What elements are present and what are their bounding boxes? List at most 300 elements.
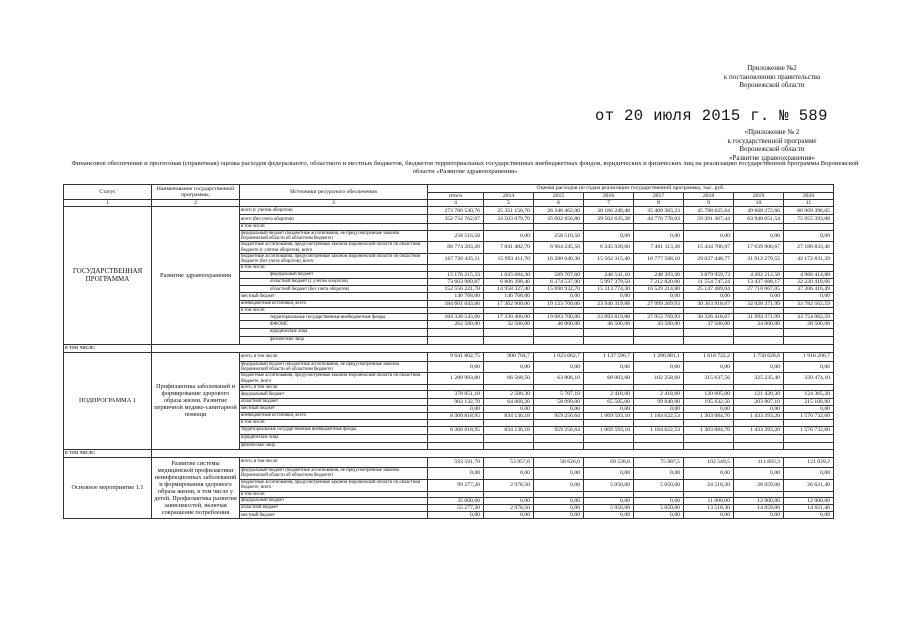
appendix-line: «Приложение № 2 xyxy=(744,128,800,136)
amount-cell: 121 039,2 xyxy=(784,457,834,467)
amount-cell: 12 000,00 xyxy=(784,497,834,504)
amount-cell: 75 955 393,88 xyxy=(784,215,834,224)
amount-cell: 1 758 628,6 xyxy=(734,352,784,361)
amount-cell xyxy=(584,328,634,336)
amount-cell: 102 549,5 xyxy=(684,457,734,467)
amount-cell: 339 474,10 xyxy=(784,373,834,385)
amount-cell: 15 562 315,40 xyxy=(584,253,634,265)
amount-cell: 5 050,00 xyxy=(634,505,684,512)
amount-cell xyxy=(784,442,834,449)
amount-cell: 273 780 530,76 xyxy=(428,207,484,215)
amount-cell: 59 391 367,44 xyxy=(684,215,734,224)
amount-cell: 0,00 xyxy=(584,293,634,300)
funding-source: всего (без учета оборотов) xyxy=(240,215,428,224)
funding-source: юридические лица xyxy=(240,434,428,442)
amount-cell: 63 806,10 xyxy=(534,373,584,385)
amount-cell: 2 978,50 xyxy=(484,505,534,512)
amount-cell: 13 518,30 xyxy=(684,505,734,512)
amount-cell: 0,00 xyxy=(634,361,684,373)
column-index: 10 xyxy=(734,200,784,207)
amount-cell: 11 000,00 xyxy=(684,497,734,504)
amount-cell: 39 502 635,28 xyxy=(584,215,634,224)
amount-cell: 0,00 xyxy=(734,230,784,242)
header-year: итого xyxy=(428,193,484,200)
funding-source: территориальные государственные внебюджетные фонды xyxy=(240,314,428,321)
column-index: 11 xyxy=(784,200,834,207)
row-program-name: Развитие системы медицинской профилактики неинфекционных заболеваний и формирования здорового образа жизни, в том числе у детей. Профилактика развития зависимостей, включая сокращение потребления xyxy=(152,457,240,519)
amount-cell: 75 987,5 xyxy=(634,457,684,467)
amount-cell: 14 621,40 xyxy=(784,505,834,512)
header-status: Статус xyxy=(64,185,152,200)
amount-cell: 0,00 xyxy=(584,230,634,242)
amount-cell: 9 641 802,75 xyxy=(428,352,484,361)
row-program-name: Профилактика заболеваний и формирование здорового образа жизни. Развитие первичной медико-санитарной помощи xyxy=(152,352,240,449)
amount-cell: 0,00 xyxy=(634,230,684,242)
amount-cell: 900 704,7 xyxy=(484,352,534,361)
funding-source: внебюджетные источники, всего xyxy=(240,413,428,420)
amount-cell: 378 851,10 xyxy=(428,391,484,398)
amount-cell: 352 732 762,67 xyxy=(428,215,484,224)
amount-cell xyxy=(534,336,584,344)
amount-cell xyxy=(784,328,834,336)
amount-cell: 66 568,50 xyxy=(484,373,534,385)
funding-source: внебюджетные источники, всего xyxy=(240,300,428,307)
amount-cell xyxy=(734,336,784,344)
header-source: Источники ресурсного обеспечения xyxy=(240,185,428,200)
amount-cell: 0,00 xyxy=(784,405,834,412)
section-label: в том числе: xyxy=(64,344,152,352)
amount-cell xyxy=(584,442,634,449)
amount-cell: 0,00 xyxy=(734,361,784,373)
amount-cell: 834 136,18 xyxy=(484,426,534,434)
amount-cell: 184 338 543,06 xyxy=(428,314,484,321)
amount-cell: 0,00 xyxy=(684,230,734,242)
amount-cell: 45 798 625,64 xyxy=(684,207,734,215)
row-status: ГОСУДАРСТВЕННАЯ ПРОГРАММА xyxy=(64,207,152,344)
amount-cell: 0,00 xyxy=(428,512,484,519)
amount-cell: 0,00 xyxy=(784,361,834,373)
amount-cell xyxy=(428,442,484,449)
amount-cell: 15 690 932,70 xyxy=(534,286,584,293)
amount-cell: 1 137 596,7 xyxy=(584,352,634,361)
amount-cell: 124 365,20 xyxy=(784,391,834,398)
amount-cell: 0,00 xyxy=(534,497,584,504)
amount-cell: 30 186 240,48 xyxy=(584,207,634,215)
amount-cell: 262 500,00 xyxy=(428,321,484,328)
amount-cell: 167 726 435,11 xyxy=(428,253,484,265)
section-label: в том числе: xyxy=(64,449,152,457)
amount-cell: 0,00 xyxy=(428,467,484,479)
amount-cell: 99 840,00 xyxy=(634,398,684,405)
header-year: 2016 xyxy=(584,193,634,200)
amount-cell: 0,00 xyxy=(784,293,834,300)
amount-cell: 0,00 xyxy=(634,497,684,504)
amount-cell: 28 500,00 xyxy=(784,321,834,328)
amount-cell: 152 556 221,78 xyxy=(428,286,484,293)
amount-cell xyxy=(484,434,534,442)
amount-cell: 0,00 xyxy=(584,512,634,519)
amount-cell: 5 050,00 xyxy=(584,479,634,491)
appendix-line: Воронежской области xyxy=(739,145,805,154)
amount-cell: 902 132,70 xyxy=(428,398,484,405)
amount-cell: 0,00 xyxy=(534,293,584,300)
table-row xyxy=(64,352,834,361)
amount-cell xyxy=(584,434,634,442)
amount-cell: 593 591,70 xyxy=(428,457,484,467)
amount-cell: 1 023 062,7 xyxy=(534,352,584,361)
amount-cell xyxy=(784,336,834,344)
amount-cell: 15 313 774,30 xyxy=(584,286,634,293)
amount-cell: 58 626,0 xyxy=(534,457,584,467)
section-row xyxy=(64,449,834,457)
amount-cell xyxy=(484,328,534,336)
financing-table xyxy=(63,184,834,519)
funding-source: областной бюджет xyxy=(240,398,428,405)
appendix-line: Приложение №2 xyxy=(747,64,797,72)
amount-cell: 1 069 593,10 xyxy=(584,426,634,434)
amount-cell xyxy=(684,442,734,449)
amount-cell xyxy=(734,434,784,442)
amount-cell: 55 277,20 xyxy=(428,505,484,512)
amount-cell: 146 768,00 xyxy=(484,293,534,300)
amount-cell: 24 518,30 xyxy=(684,479,734,491)
amount-cell: 248 541,10 xyxy=(584,271,634,278)
funding-source: местный бюджет xyxy=(240,405,428,412)
amount-cell: 53 957,6 xyxy=(484,457,534,467)
amount-cell: 26 346 462,00 xyxy=(534,207,584,215)
amount-cell: 26 059,00 xyxy=(734,479,784,491)
appendix-line: к постановлению правительства xyxy=(723,72,821,81)
amount-cell xyxy=(428,328,484,336)
header-name: Наименование государственной программы, xyxy=(152,185,240,200)
funding-source: бюджетные ассигнования, предусмотренные законом Воронежской области об областном бюджете (без учета оборотов), всего xyxy=(240,253,428,265)
amount-cell: 0,00 xyxy=(634,467,684,479)
amount-cell: 184 601 043,06 xyxy=(428,300,484,307)
amount-cell xyxy=(428,434,484,442)
amount-cell: 11 554 747,24 xyxy=(684,278,734,285)
amount-cell xyxy=(534,442,584,449)
amount-cell: 315 637,56 xyxy=(684,373,734,385)
amount-cell: 0,00 xyxy=(534,467,584,479)
amount-cell xyxy=(634,336,684,344)
amount-cell: 35 602 856,80 xyxy=(534,215,584,224)
funding-source: юридические лица xyxy=(240,328,428,336)
amount-cell: 5 050,00 xyxy=(634,479,684,491)
amount-cell: 30 363 918,67 xyxy=(684,300,734,307)
amount-cell xyxy=(634,328,684,336)
amount-cell: 5 707,10 xyxy=(534,391,584,398)
amount-cell: 6 964 245,50 xyxy=(534,242,584,254)
amount-cell xyxy=(534,434,584,442)
amount-cell: 19 123 700,00 xyxy=(534,300,584,307)
amount-cell: 0,00 xyxy=(734,293,784,300)
amount-cell: 60 969 396,05 xyxy=(784,207,834,215)
amount-cell: 14 958 327,40 xyxy=(484,286,534,293)
amount-cell: 34 000,00 xyxy=(734,321,784,328)
amount-cell: 1 916 206,7 xyxy=(784,352,834,361)
column-index: 2 xyxy=(152,200,240,207)
amount-cell xyxy=(684,434,734,442)
amount-cell: 6 374 537,90 xyxy=(534,278,584,285)
amount-cell xyxy=(484,336,534,344)
amount-cell: 1 280 983,80 xyxy=(428,373,484,385)
amount-cell: 30 326 418,67 xyxy=(684,314,734,321)
amount-cell: 0,00 xyxy=(534,361,584,373)
amount-cell xyxy=(584,336,634,344)
amount-cell: 26 621,40 xyxy=(784,479,834,491)
appendix-header-2 xyxy=(697,128,847,162)
funding-source: ФФОМС xyxy=(240,321,428,328)
amount-cell: 146 768,00 xyxy=(428,293,484,300)
amount-cell: 44 776 778,03 xyxy=(634,215,684,224)
amount-cell: 0,00 xyxy=(634,512,684,519)
amount-cell: 15 176 215,33 xyxy=(428,271,484,278)
amount-cell: 31 994 371,99 xyxy=(734,314,784,321)
amount-cell: 1 035 084,30 xyxy=(484,271,534,278)
amount-cell: 0,00 xyxy=(584,497,634,504)
header-year: 2019 xyxy=(734,193,784,200)
funding-source: территориальные государственные внебюджетные фонды xyxy=(240,426,428,434)
amount-cell: 0,00 xyxy=(484,512,534,519)
amount-cell: 1 286 881,1 xyxy=(634,352,684,361)
funding-source: местный бюджет xyxy=(240,512,428,519)
amount-cell: 203 807,10 xyxy=(734,398,784,405)
amount-cell: 8 360 818,95 xyxy=(428,413,484,420)
amount-cell: 31 912 279,55 xyxy=(734,253,784,265)
amount-cell: 2 418,60 xyxy=(634,391,684,398)
amount-cell: 2 508,30 xyxy=(484,391,534,398)
funding-source: всего (с учетом оборотов) xyxy=(240,207,428,215)
amount-cell: 120 005,00 xyxy=(684,391,734,398)
amount-cell: 68 003,60 xyxy=(584,373,634,385)
amount-cell: 0,00 xyxy=(684,405,734,412)
amount-cell: 32 500,00 xyxy=(484,321,534,328)
amount-cell: 14 059,00 xyxy=(734,505,784,512)
amount-cell: 37 206 416,49 xyxy=(784,286,834,293)
row-program-name: Развитие здравоохранения xyxy=(152,207,240,344)
amount-cell: 0,00 xyxy=(634,405,684,412)
amount-cell: 1 303 084,70 xyxy=(684,426,734,434)
amount-cell: 6 806 398,40 xyxy=(484,278,534,285)
amount-cell: 15 434 706,97 xyxy=(684,242,734,254)
amount-cell: 65 585,00 xyxy=(584,398,634,405)
amount-cell: 13 437 688,17 xyxy=(734,278,784,285)
amount-cell: 88 774 203,20 xyxy=(428,242,484,254)
amount-cell: 0,00 xyxy=(584,405,634,412)
amount-cell: 7 461 113,30 xyxy=(634,242,684,254)
amount-cell: 63 940 651,54 xyxy=(734,215,784,224)
amount-cell xyxy=(684,336,734,344)
amount-cell: 0,00 xyxy=(734,512,784,519)
row-status: Основное мероприятие 1.1 xyxy=(64,457,152,519)
funding-source: бюджетные ассигнования, предусмотренные законом Воронежской области об областном бюджете (с учетом оборотов), всего xyxy=(240,242,428,254)
amount-cell: 258 516,50 xyxy=(428,230,484,242)
amount-cell: 23 893 819,88 xyxy=(584,314,634,321)
amount-cell: 258 516,50 xyxy=(534,230,584,242)
amount-cell: 27 999 269,93 xyxy=(634,300,684,307)
amount-cell: 15 993 411,70 xyxy=(484,253,534,265)
amount-cell: 0,00 xyxy=(734,405,784,412)
amount-cell: 25 351 150,70 xyxy=(484,207,534,215)
appendix-line: Воронежской области xyxy=(739,81,805,90)
amount-cell: 35 000,00 xyxy=(428,497,484,504)
amount-cell: 959 256,64 xyxy=(534,426,584,434)
header-year: 2017 xyxy=(634,193,684,200)
amount-cell xyxy=(734,328,784,336)
amount-cell: 2 978,50 xyxy=(484,479,534,491)
amount-cell: 0,00 xyxy=(484,230,534,242)
amount-cell: 27 710 067,05 xyxy=(734,286,784,293)
amount-cell: 33 782 562,59 xyxy=(784,300,834,307)
amount-cell: 0,00 xyxy=(534,512,584,519)
amount-cell: 42 172 831,29 xyxy=(784,253,834,265)
amount-cell: 17 639 906,67 xyxy=(734,242,784,254)
column-index: 4 xyxy=(428,200,484,207)
amount-cell: 33 754 062,59 xyxy=(784,314,834,321)
amount-cell: 248 393,30 xyxy=(634,271,684,278)
funding-source: в том числе: xyxy=(240,491,428,497)
amount-cell: 23 940 319,88 xyxy=(584,300,634,307)
amount-cell: 121 428,30 xyxy=(734,391,784,398)
amount-cell: 0,00 xyxy=(634,293,684,300)
amount-cell xyxy=(634,442,684,449)
amount-cell: 0,00 xyxy=(784,230,834,242)
amount-cell: 1 303 084,70 xyxy=(684,413,734,420)
amount-cell: 1 618 722,2 xyxy=(684,352,734,361)
amount-cell: 7 841 482,70 xyxy=(484,242,534,254)
section-spacer xyxy=(152,344,834,352)
amount-cell: 27 955 769,93 xyxy=(634,314,684,321)
header-year: 2018 xyxy=(684,193,734,200)
table-row xyxy=(64,207,834,215)
amount-cell: 69 538,6 xyxy=(584,457,634,467)
amount-cell: 325 235,40 xyxy=(734,373,784,385)
column-index: 7 xyxy=(584,200,634,207)
funding-source: федеральный бюджет (бюджетные ассигнования, не предусмотренные законом Воронежской области об областном бюджете) xyxy=(240,230,428,242)
amount-cell: 19 083 700,00 xyxy=(534,314,584,321)
table-row xyxy=(64,457,834,467)
column-index: 1 xyxy=(64,200,152,207)
amount-cell: 16 529 214,80 xyxy=(634,286,684,293)
amount-cell: 64 060,20 xyxy=(484,398,534,405)
amount-cell: 0,00 xyxy=(584,467,634,479)
amount-cell: 0,00 xyxy=(684,512,734,519)
amount-cell: 17 362 900,00 xyxy=(484,300,534,307)
appendix-line: «Развитие здравоохранения» xyxy=(728,153,816,162)
amount-cell: 1 433 393,20 xyxy=(734,426,784,434)
funding-source: в том числе: xyxy=(240,420,428,426)
amount-cell: 4 966 414,80 xyxy=(784,271,834,278)
amount-cell: 834 136,18 xyxy=(484,413,534,420)
amount-cell: 0,00 xyxy=(428,361,484,373)
amount-cell: 1 433 393,20 xyxy=(734,413,784,420)
amount-cell: 99 277,20 xyxy=(428,479,484,491)
amount-cell: 8 360 818,95 xyxy=(428,426,484,434)
amount-cell: 0,00 xyxy=(784,467,834,479)
amount-cell: 73 603 989,87 xyxy=(428,278,484,285)
amount-cell: 0,00 xyxy=(534,479,584,491)
funding-source: в том числе: xyxy=(240,307,428,313)
header-year: 2015 xyxy=(534,193,584,200)
funding-source: федеральный бюджет (бюджетные ассигнования, не предусмотренные законом Воронежской области об областном бюджете) xyxy=(240,361,428,373)
column-index: 3 xyxy=(240,200,428,207)
amount-cell: 58 099,00 xyxy=(534,398,584,405)
column-index: 5 xyxy=(484,200,534,207)
header-year: 2020 xyxy=(784,193,834,200)
amount-cell: 35 460 383,23 xyxy=(634,207,684,215)
amount-cell: 5 050,00 xyxy=(584,505,634,512)
funding-source: бюджетные ассигнования, предусмотренные законом Воронежской области об областном бюджете, всего xyxy=(240,373,428,385)
row-status: ПОДПРОГРАММА 1 xyxy=(64,352,152,449)
funding-source: федеральный бюджет xyxy=(240,271,428,278)
amount-cell xyxy=(784,434,834,442)
amount-cell: 0,00 xyxy=(484,361,534,373)
amount-cell: 959 256,64 xyxy=(534,413,584,420)
funding-source: федеральный бюджет (бюджетные ассигнования, не предусмотренные законом Воронежской области об областном бюджете) xyxy=(240,467,428,479)
document-title: Финансовое обеспечение и прогнозная (справочная) оценка расходов федерального, областного и местных бюджетов, бюджетов территориальных государственных внебюджетных фондов, юридических и физических лиц на реализацию государственной программы Воронежской области «Развитие здравоохранения» xyxy=(71,160,859,176)
amount-cell: 1 184 622,53 xyxy=(634,426,684,434)
amount-cell: 6 245 920,60 xyxy=(584,242,634,254)
amount-cell xyxy=(428,336,484,344)
appendix-line: к государственной программе xyxy=(727,136,817,145)
header-year: 2014 xyxy=(484,193,534,200)
amount-cell xyxy=(484,442,534,449)
amount-cell: 0,00 xyxy=(484,467,534,479)
amount-cell: 0,00 xyxy=(784,512,834,519)
amount-cell: 25 147 489,04 xyxy=(684,286,734,293)
amount-cell: 0,00 xyxy=(684,467,734,479)
funding-source: областной бюджет (без учета оборотов) xyxy=(240,286,428,293)
amount-cell: 111 893,3 xyxy=(734,457,784,467)
amount-cell: 0,00 xyxy=(684,361,734,373)
amount-cell: 0,00 xyxy=(484,405,534,412)
funding-source: областной бюджет xyxy=(240,505,428,512)
amount-cell: 1 576 732,60 xyxy=(784,426,834,434)
amount-cell: 16 777 508,10 xyxy=(634,253,684,265)
amount-cell: 1 576 732,60 xyxy=(784,413,834,420)
column-index: 8 xyxy=(634,200,684,207)
amount-cell: 0,00 xyxy=(428,405,484,412)
funding-source: областной бюджет (с учетом оборотов) xyxy=(240,278,428,285)
funding-source: всего, в том числе: xyxy=(240,457,428,467)
amount-cell: 0,00 xyxy=(484,497,534,504)
funding-source: всего, в том числе: xyxy=(240,352,428,361)
funding-source: физические лица xyxy=(240,336,428,344)
amount-cell: 589 707,60 xyxy=(534,271,584,278)
amount-cell xyxy=(534,328,584,336)
section-row xyxy=(64,344,834,352)
appendix-header xyxy=(697,64,847,90)
amount-cell: 46 500,00 xyxy=(584,321,634,328)
amount-cell: 32 028 371,99 xyxy=(734,300,784,307)
funding-source: физические лица xyxy=(240,442,428,449)
header-estimate: Оценка расходов по годам реализации государственной программы, тыс. руб. xyxy=(428,185,834,193)
amount-cell: 12 000,00 xyxy=(734,497,784,504)
funding-source: федеральный бюджет xyxy=(240,497,428,504)
amount-cell: 0,00 xyxy=(734,467,784,479)
funding-source: местный бюджет xyxy=(240,293,428,300)
amount-cell xyxy=(684,328,734,336)
funding-source: всего, в том числе: xyxy=(240,385,428,391)
amount-cell: 43 500,00 xyxy=(634,321,684,328)
amount-cell: 7 212 820,00 xyxy=(634,278,684,285)
funding-source: бюджетные ассигнования, предусмотренные законом Воронежской области об областном бюджете, всего xyxy=(240,479,428,491)
funding-source: в том числе: xyxy=(240,265,428,271)
amount-cell: 16 280 640,30 xyxy=(534,253,584,265)
amount-cell: 5 997 379,50 xyxy=(584,278,634,285)
amount-cell: 215 108,90 xyxy=(784,398,834,405)
amount-cell: 33 503 079,70 xyxy=(484,215,534,224)
